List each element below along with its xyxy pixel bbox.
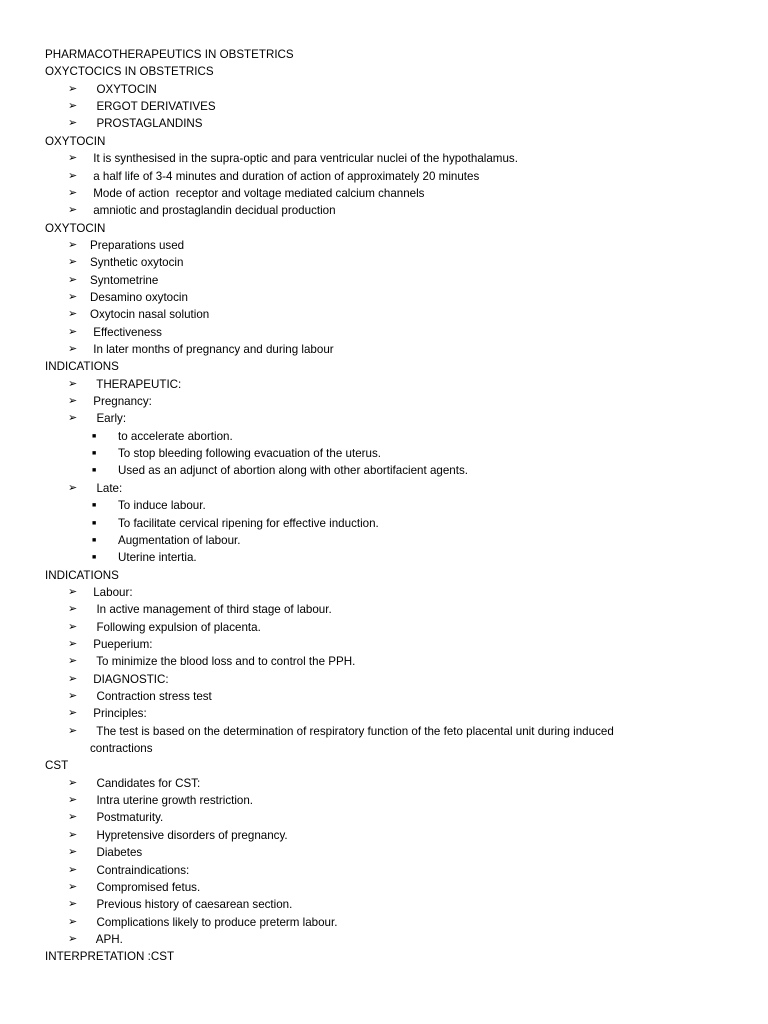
- list-item: [0, 636, 768, 653]
- line-text: Late:: [90, 481, 123, 495]
- list-item: [0, 688, 768, 705]
- arrow-bullet-icon: ➢: [68, 117, 78, 130]
- list-item: [0, 81, 768, 98]
- arrow-bullet-icon: ➢: [68, 256, 78, 269]
- line-text: PROSTAGLANDINS: [90, 117, 203, 131]
- list-item-continuation: [0, 740, 768, 757]
- section-heading: [0, 46, 768, 63]
- arrow-bullet-icon: ➢: [68, 915, 78, 928]
- arrow-bullet-icon: ➢: [68, 932, 78, 945]
- line-text: To induce labour.: [118, 499, 206, 513]
- square-bullet-icon: ■: [92, 502, 97, 510]
- line-text: a half life of 3-4 minutes and duration of action of approximately 20 minutes: [90, 169, 480, 183]
- arrow-bullet-icon: ➢: [68, 585, 78, 598]
- list-item: [0, 601, 768, 618]
- list-item: [0, 497, 768, 514]
- line-text: Hypretensive disorders of pregnancy.: [90, 828, 288, 842]
- list-item: [0, 792, 768, 809]
- arrow-bullet-icon: ➢: [68, 186, 78, 199]
- square-bullet-icon: ■: [92, 536, 97, 544]
- line-text: Pueperium:: [90, 637, 153, 651]
- section-heading: [0, 63, 768, 80]
- line-text: Following expulsion of placenta.: [90, 620, 261, 634]
- list-item: [0, 272, 768, 289]
- list-item: [0, 393, 768, 410]
- line-text: Candidates for CST:: [90, 776, 201, 790]
- line-text: In later months of pregnancy and during labour: [90, 343, 334, 356]
- line-text: OXYTOCIN: [45, 221, 106, 235]
- list-item: [0, 150, 768, 167]
- list-item: [0, 324, 768, 341]
- list-item: [0, 671, 768, 688]
- arrow-bullet-icon: ➢: [68, 863, 78, 876]
- arrow-bullet-icon: ➢: [68, 707, 78, 720]
- line-text: To minimize the blood loss and to control the PPH.: [90, 655, 356, 669]
- list-item: [0, 480, 768, 497]
- line-text: Contraindications:: [90, 863, 190, 877]
- list-item: [0, 723, 768, 740]
- line-text: INDICATIONS: [45, 360, 119, 374]
- arrow-bullet-icon: ➢: [68, 290, 78, 303]
- line-text: contractions: [90, 742, 153, 755]
- arrow-bullet-icon: ➢: [68, 343, 78, 355]
- line-text: Principles:: [90, 707, 147, 721]
- arrow-bullet-icon: ➢: [68, 273, 78, 286]
- list-item: [0, 445, 768, 462]
- list-item: [0, 809, 768, 826]
- list-item: [0, 931, 768, 948]
- line-text: INDICATIONS: [45, 568, 119, 582]
- arrow-bullet-icon: ➢: [68, 412, 78, 425]
- list-item: [0, 168, 768, 185]
- list-item: [0, 202, 768, 219]
- section-heading: [0, 133, 768, 150]
- arrow-bullet-icon: ➢: [68, 724, 78, 737]
- line-text: It is synthesised in the supra-optic and para ventricular nuclei of the hypothalamus.: [90, 152, 518, 166]
- square-bullet-icon: ■: [92, 519, 97, 527]
- square-bullet-icon: ■: [92, 450, 97, 458]
- arrow-bullet-icon: ➢: [68, 880, 78, 893]
- list-item: [0, 584, 768, 601]
- section-heading: [0, 358, 768, 375]
- section-heading: [0, 948, 768, 965]
- list-item: [0, 428, 768, 445]
- list-item: [0, 289, 768, 306]
- arrow-bullet-icon: ➢: [68, 776, 78, 789]
- line-text: Oxytocin nasal solution: [90, 308, 210, 322]
- list-item: [0, 410, 768, 427]
- list-item: [0, 914, 768, 931]
- list-item: [0, 653, 768, 670]
- list-item: [0, 185, 768, 202]
- square-bullet-icon: ■: [92, 467, 97, 475]
- arrow-bullet-icon: ➢: [68, 169, 78, 182]
- list-item: [0, 98, 768, 115]
- line-text: Complications likely to produce preterm labour.: [90, 915, 338, 929]
- list-item: [0, 775, 768, 792]
- list-item: [0, 532, 768, 549]
- list-item: [0, 844, 768, 861]
- section-heading: [0, 757, 768, 774]
- arrow-bullet-icon: ➢: [68, 828, 78, 841]
- line-text: Augmentation of labour.: [118, 533, 241, 547]
- line-text: Contraction stress test: [90, 690, 212, 703]
- list-item: [0, 862, 768, 879]
- list-item: [0, 549, 768, 566]
- arrow-bullet-icon: ➢: [68, 481, 78, 494]
- line-text: APH.: [90, 932, 123, 946]
- line-text: DIAGNOSTIC:: [90, 672, 169, 686]
- list-item: [0, 515, 768, 532]
- list-item: [0, 827, 768, 844]
- list-item: [0, 237, 768, 254]
- line-text: Intra uterine growth restriction.: [90, 794, 254, 808]
- arrow-bullet-icon: ➢: [68, 152, 78, 165]
- list-item: [0, 254, 768, 271]
- square-bullet-icon: ■: [92, 432, 97, 440]
- section-heading: [0, 567, 768, 584]
- line-text: Mode of action receptor and voltage mediated calcium channels: [90, 186, 425, 200]
- line-text: Preparations used: [90, 238, 185, 252]
- line-text: INTERPRETATION :CST: [45, 950, 175, 964]
- line-text: Pregnancy:: [90, 395, 152, 408]
- line-text: ERGOT DERIVATIVES: [90, 100, 216, 114]
- arrow-bullet-icon: ➢: [68, 672, 78, 685]
- arrow-bullet-icon: ➢: [68, 620, 78, 633]
- arrow-bullet-icon: ➢: [68, 377, 78, 390]
- arrow-bullet-icon: ➢: [68, 846, 78, 859]
- arrow-bullet-icon: ➢: [68, 82, 78, 95]
- arrow-bullet-icon: ➢: [68, 395, 78, 407]
- list-item: [0, 341, 768, 358]
- arrow-bullet-icon: ➢: [68, 898, 78, 911]
- line-text: Uterine intertia.: [118, 551, 197, 565]
- arrow-bullet-icon: ➢: [68, 603, 78, 616]
- list-item: [0, 705, 768, 722]
- line-text: Syntometrine: [90, 273, 159, 287]
- arrow-bullet-icon: ➢: [68, 794, 78, 807]
- arrow-bullet-icon: ➢: [68, 690, 78, 702]
- line-text: amniotic and prostaglandin decidual production: [90, 204, 336, 218]
- line-text: Early:: [90, 412, 127, 426]
- arrow-bullet-icon: ➢: [68, 655, 78, 668]
- line-text: OXYTOCIN: [45, 134, 106, 148]
- line-text: Desamino oxytocin: [90, 290, 188, 304]
- line-text: To stop bleeding following evacuation of the uterus.: [118, 447, 381, 461]
- square-bullet-icon: ■: [92, 554, 97, 562]
- list-item: [0, 306, 768, 323]
- list-item: [0, 879, 768, 896]
- list-item: [0, 376, 768, 393]
- line-text: PHARMACOTHERAPEUTICS IN OBSTETRICS: [45, 48, 294, 61]
- section-heading: [0, 220, 768, 237]
- list-item: [0, 462, 768, 479]
- line-text: Diabetes: [90, 846, 143, 860]
- line-text: Postmaturity.: [90, 811, 164, 825]
- line-text: Previous history of caesarean section.: [90, 898, 293, 912]
- arrow-bullet-icon: ➢: [68, 637, 78, 650]
- line-text: to accelerate abortion.: [118, 429, 233, 443]
- line-text: Labour:: [90, 585, 133, 599]
- arrow-bullet-icon: ➢: [68, 204, 78, 217]
- list-item: [0, 619, 768, 636]
- line-text: OXYCTOCICS IN OBSTETRICS: [45, 65, 214, 79]
- line-text: Compromised fetus.: [90, 880, 201, 894]
- line-text: Used as an adjunct of abortion along with other abortifacient agents.: [118, 464, 468, 478]
- arrow-bullet-icon: ➢: [68, 308, 78, 321]
- arrow-bullet-icon: ➢: [68, 238, 78, 251]
- line-text: THERAPEUTIC:: [90, 377, 182, 391]
- line-text: OXYTOCIN: [90, 82, 157, 96]
- line-text: CST: [45, 759, 69, 773]
- list-item: [0, 896, 768, 913]
- line-text: Synthetic oxytocin: [90, 256, 184, 270]
- line-text: To facilitate cervical ripening for effective induction.: [118, 516, 379, 530]
- line-text: The test is based on the determination of respiratory function of the feto placental unit during induced: [90, 724, 614, 738]
- arrow-bullet-icon: ➢: [68, 325, 78, 338]
- list-item: [0, 115, 768, 132]
- line-text: Effectiveness: [90, 325, 162, 339]
- line-text: In active management of third stage of labour.: [90, 603, 332, 617]
- arrow-bullet-icon: ➢: [68, 811, 78, 824]
- arrow-bullet-icon: ➢: [68, 100, 78, 113]
